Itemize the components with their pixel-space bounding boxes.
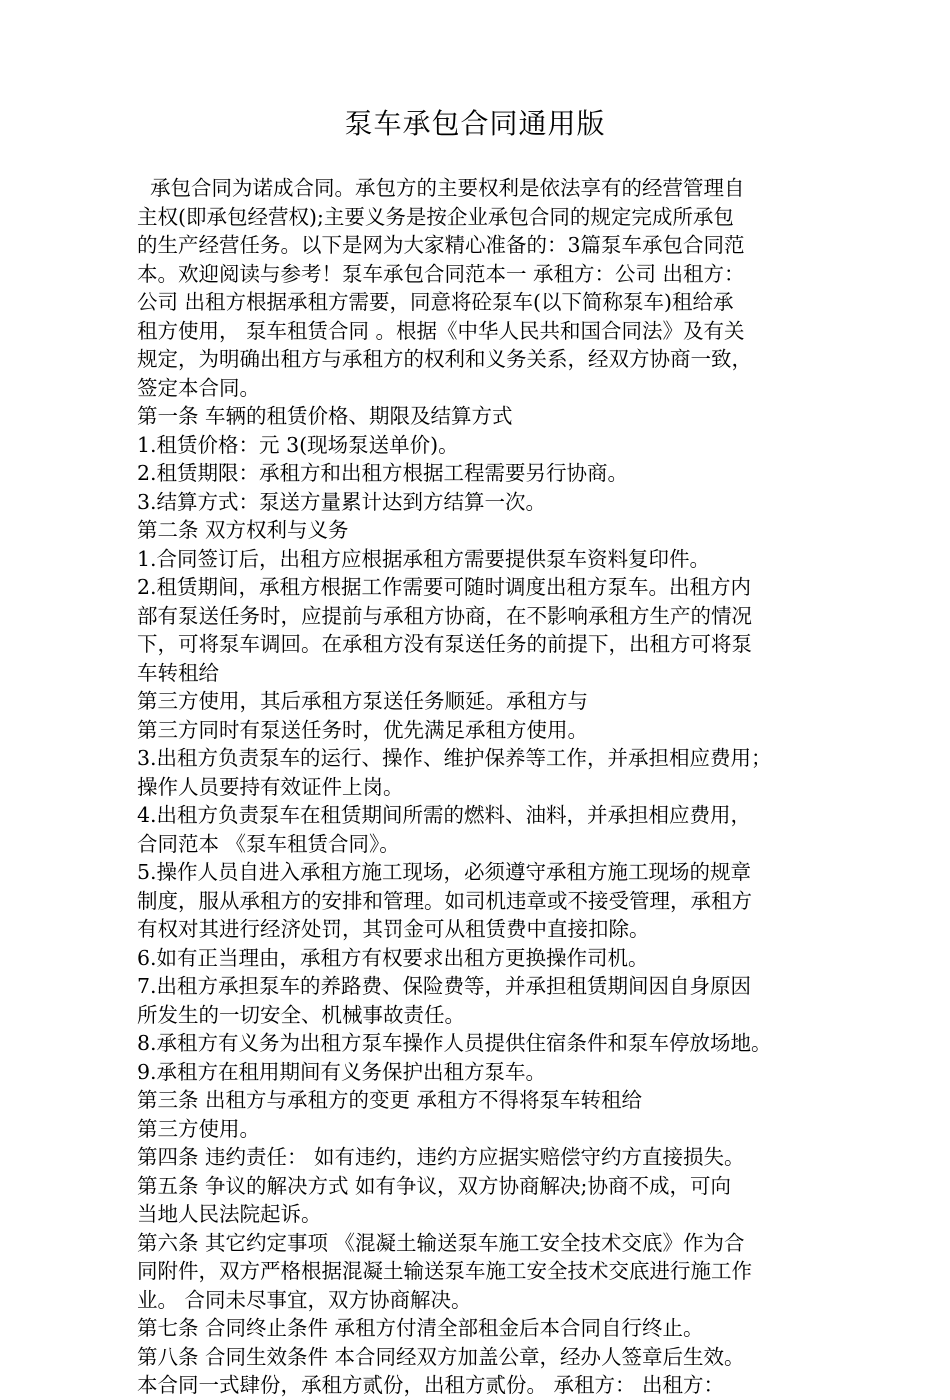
body-line: 第四条 违约责任： 如有违约，违约方应据实赔偿守约方直接损失。 [137,1145,745,1169]
body-line: 8.承租方有义务为出租方泵车操作人员提供住宿条件和泵车停放场地。 [137,1031,772,1055]
body-line: 租方使用， 泵车租赁合同 。根据《中华人民共和国合同法》及有关 [137,318,745,343]
body-line: 第一条 车辆的租赁价格、期限及结算方式 [137,404,513,428]
body-line: 第五条 争议的解决方式 如有争议，双方协商解决;协商不成，可向 [137,1173,731,1198]
document-title: 泵车承包合同通用版 [344,107,606,140]
body-line: 7.出租方承担泵车的养路费、保险费等，并承担租赁期间因自身原因 [137,974,752,998]
body-line: 5.操作人员自进入承租方施工现场，必须遵守承租方施工现场的规章 [137,860,752,884]
body-line: 的生产经营任务。以下是网为大家精心准备的：3篇泵车承包合同范 [137,233,745,257]
body-line: 1.合同签订后，出租方应根据承租方需要提供泵车资料复印件。 [137,546,711,571]
body-line: 6.如有正当理由，承租方有权要求出租方更换操作司机。 [137,945,649,970]
body-line: 3.结算方式：泵送方量累计达到方结算一次。 [137,489,547,514]
body-line: 制度，服从承租方的安排和管理。如司机违章或不接受管理，承租方 [137,888,752,913]
body-line: 第二条 双方权利与义务 [137,518,349,542]
body-line: 合同范本 《泵车租赁合同》。 [137,831,400,856]
body-line: 车转租给 [137,660,219,685]
body-line: 第三方使用，其后承租方泵送任务顺延。承租方与 [137,689,588,713]
body-line: 3.出租方负责泵车的运行、操作、维护保养等工作，并承担相应费用； [137,746,772,770]
body-line: 公司 出租方根据承租方需要，同意将砼泵车(以下简称泵车)租给承 [137,290,734,314]
body-line: 1.租赁价格：元 3(现场泵送单价)。 [137,432,459,457]
body-line: 规定，为明确出租方与承租方的权利和义务关系，经双方协商一致， [137,347,752,371]
body-line: 部有泵送任务时，应提前与承租方协商，在不影响承租方生产的情况 [137,603,752,628]
body-line: 承包合同为诺成合同。承包方的主要权利是依法享有的经营管理自 [150,176,745,200]
body-line: 同附件，双方严格根据混凝土输送泵车施工安全技术交底进行施工作 [137,1259,752,1283]
body-line: 有权对其进行经济处罚，其罚金可从租赁费中直接扣除。 [137,917,650,941]
body-line: 第三方使用。 [137,1116,260,1141]
body-line: 主权(即承包经营权);主要义务是按企业承包合同的规定完成所承包 [137,204,734,229]
body-line: 签定本合同。 [137,375,260,400]
body-line: 2.租赁期限：承租方和出租方根据工程需要另行协商。 [137,461,629,485]
body-line: 操作人员要持有效证件上岗。 [137,774,404,799]
body-line: 本。欢迎阅读与参考！泵车承包合同范本一 承租方：公司 出租方： [137,261,745,286]
body-line: 2.租赁期间，承租方根据工作需要可随时调度出租方泵车。出租方内 [137,575,752,599]
body-line: 9.承租方在租用期间有义务保护出租方泵车。 [137,1059,547,1084]
body-line: 第三条 出租方与承租方的变更 承租方不得将泵车转租给 [137,1088,643,1112]
body-line: 下，可将泵车调回。在承租方没有泵送任务的前提下，出租方可将泵 [137,632,752,656]
body-line: 第三方同时有泵送任务时，优先满足承租方使用。 [137,717,588,742]
body-line: 第七条 合同终止条件 承租方付清全部租金后本合同自行终止。 [137,1316,704,1340]
body-line: 业。 合同未尽事宜，双方协商解决。 [137,1287,472,1312]
body-line: 第八条 合同生效条件 本合同经双方加盖公章，经办人签章后生效。 [137,1344,745,1369]
body-line: 当地人民法院起诉。 [137,1202,322,1226]
body-line: 本合同一式肆份，承租方贰份，出租方贰份。 承租方： 出租方： [137,1373,725,1397]
body-line: 所发生的一切安全、机械事故责任。 [137,1002,465,1027]
body-line: 4.出租方负责泵车在租赁期间所需的燃料、油料，并承担相应费用， [137,803,752,827]
body-line: 第六条 其它约定事项 《混凝土输送泵车施工安全技术交底》作为合 [137,1230,745,1255]
document-body [137,174,817,1400]
